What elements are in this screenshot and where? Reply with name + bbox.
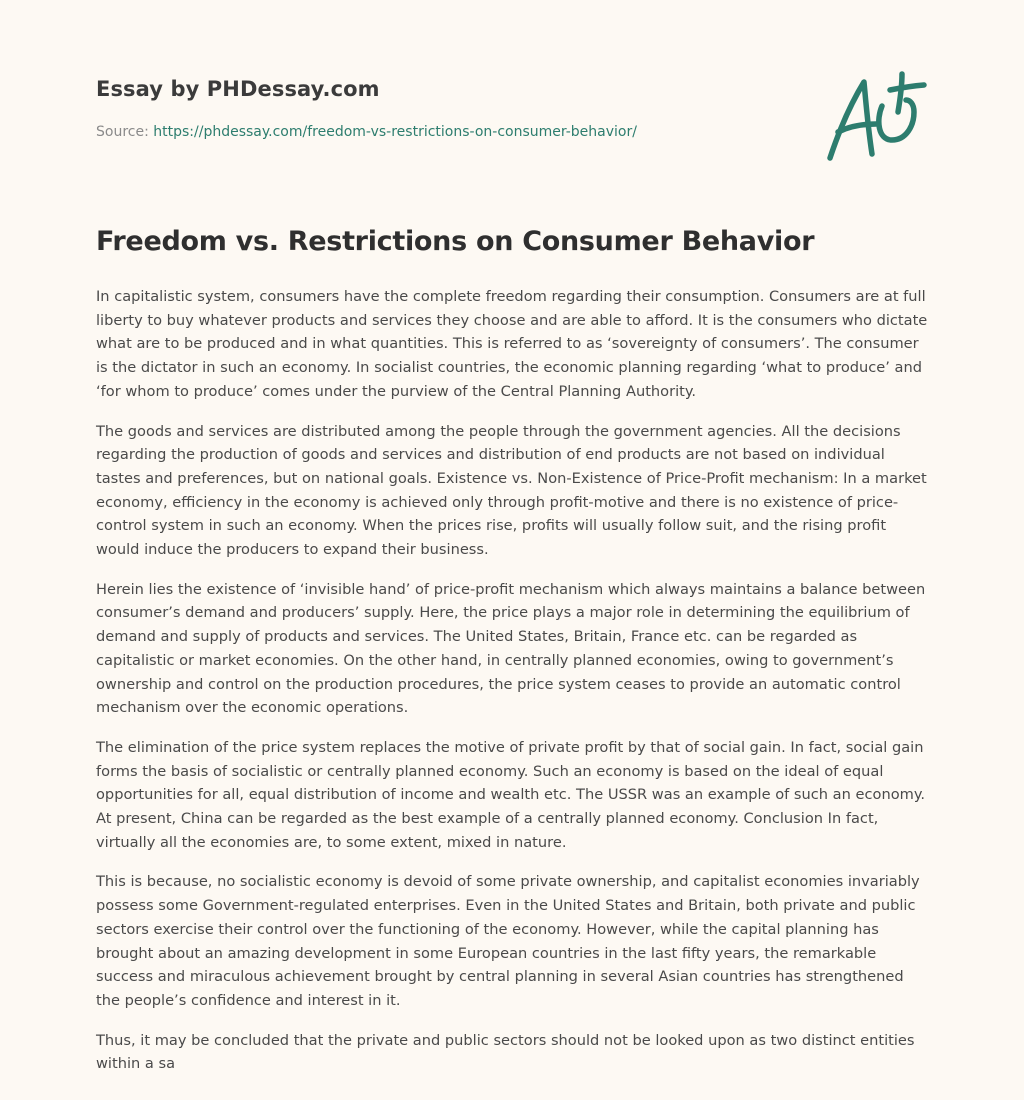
essay-paragraph: The goods and services are distributed among the people through the government agencies. All the decisions regarding the production of goods and services and distribution of end products are not based on individual tastes and preferences, but on national goals. Existence vs. Non-Existence of Price-Profit mechanism: In a market economy, efficiency in the economy is achieved only through profit-motive and there is no existence of price-control system in such an economy. When the prices rise, profits will usually follow suit, and the rising profit would induce the producers to expand their business. — [96, 422, 927, 559]
essay-title: Freedom vs. Restrictions on Consumer Behavior — [96, 226, 815, 257]
brand-title: Essay by PHDessay.com — [96, 77, 380, 101]
essay-paragraph: The elimination of the price system replaces the motive of private profit by that of social gain. In fact, social gain forms the basis of socialistic or centrally planned economy. Such an economy is based on the ideal of equal opportunities for all, equal distribution of income and wealth etc. The USSR was an example of such an economy. At present, China can be regarded as the best example of a centrally planned economy. Conclusion In fact, virtually all the economies are, to some extent, mixed in nature. — [96, 738, 926, 851]
page-header — [96, 0, 932, 200]
source-label: Source: — [96, 124, 154, 140]
essay-page — [96, 0, 932, 1073]
essay-paragraph: Thus, it may be concluded that the private and public sectors should not be looked upon as two distinct entities within a sa — [96, 1031, 915, 1073]
essay-paragraph: This is because, no socialistic economy is devoid of some private ownership, and capitalist economies invariably possess some Government-regulated enterprises. Even in the United States and Britain, both private and public sectors exercise their control over the functioning of the economy. However, while the capital planning has brought about an amazing development in some European countries in the last fifty years, the remarkable success and miraculous achievement brought by central planning in several Asian countries has strengthened the people’s confidence and interest in it. — [96, 873, 920, 1009]
essay-body — [96, 285, 932, 1092]
essay-paragraph: Herein lies the existence of ‘invisible hand’ of price-profit mechanism which always maintains a balance between consumer’s demand and producers’ supply. Here, the price plays a major role in determining the equilibrium of demand and supply of products and services. The United States, Britain, France etc. can be regarded as capitalistic or market economies. On the other hand, in centrally planned economies, owing to government’s ownership and control on the production procedures, the price system ceases to provide an automatic control mechanism over the economic operations. — [96, 580, 926, 717]
a-plus-grade-icon — [824, 68, 928, 164]
source-line — [96, 124, 637, 140]
source-link[interactable]: https://phdessay.com/freedom-vs-restrictions-on-consumer-behavior/ — [153, 124, 637, 140]
essay-paragraph: In capitalistic system, consumers have the complete freedom regarding their consumption. Consumers are at full liberty to buy whatever products and services they choose and are able to afford. It is the consumers who dictate what are to be produced and in what quantities. This is referred to as ‘sovereignty of consumers’. The consumer is the dictator in such an economy. In socialist countries, the economic planning regarding ‘what to produce’ and ‘for whom to produce’ comes under the purview of the Central Planning Authority. — [96, 288, 928, 400]
